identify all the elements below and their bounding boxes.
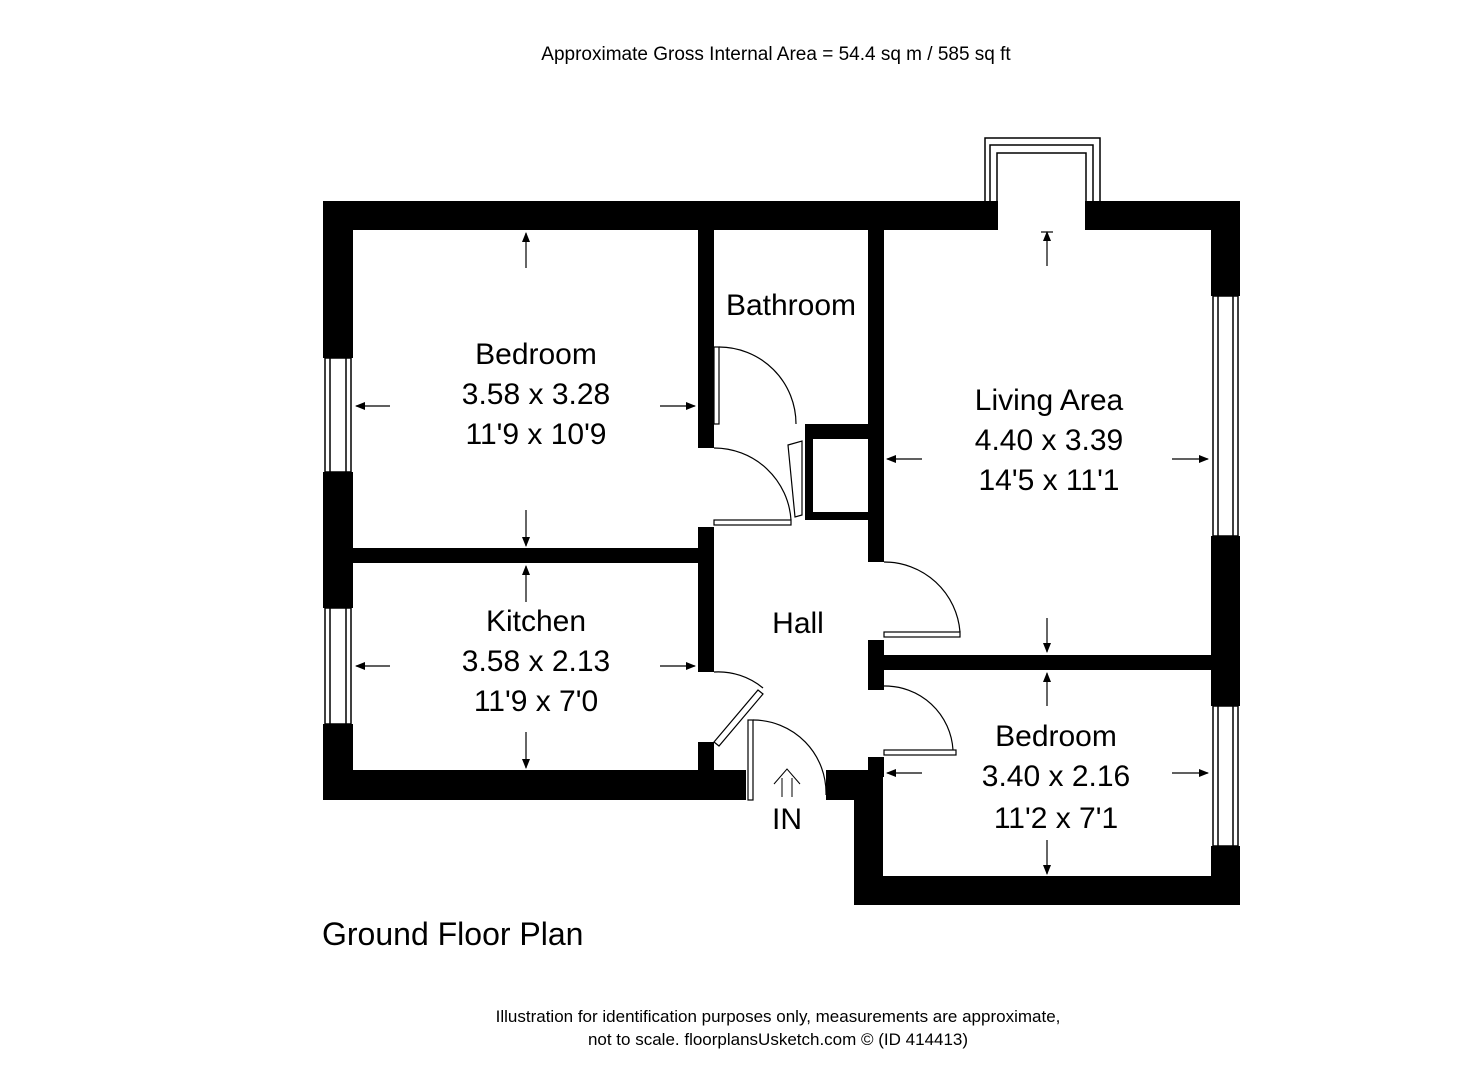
gross-area-caption: Approximate Gross Internal Area = 54.4 sq m / 585 sq ft <box>541 44 1011 65</box>
bedroom-2-name: Bedroom <box>995 720 1117 753</box>
bedroom-2-imperial: 11'2 x 7'1 <box>993 802 1119 835</box>
entrance-label: IN <box>772 803 802 836</box>
bedroom-2-metric: 3.40 x 2.16 <box>981 760 1131 793</box>
living-area-metric: 4.40 x 3.39 <box>974 424 1124 457</box>
disclaimer-line-2: not to scale. floorplansUsketch.com © (ID 414413) <box>587 1030 969 1049</box>
bedroom-1-name: Bedroom <box>475 338 597 371</box>
plan-title: Ground Floor Plan <box>322 916 584 952</box>
disclaimer <box>0 1005 1482 1051</box>
bathroom-name: Bathroom <box>725 289 857 322</box>
living-area-imperial: 14'5 x 11'1 <box>978 464 1120 497</box>
kitchen-name: Kitchen <box>485 605 587 638</box>
doors <box>714 347 960 800</box>
kitchen-imperial: 11'9 x 7'0 <box>473 685 599 718</box>
living-area-name: Living Area <box>974 384 1124 417</box>
bedroom-1-imperial: 11'9 x 10'9 <box>465 418 607 451</box>
kitchen-metric: 3.58 x 2.13 <box>461 645 611 678</box>
bedroom-1-metric: 3.58 x 3.28 <box>461 378 611 411</box>
hall-name: Hall <box>772 607 824 640</box>
disclaimer-line-1: Illustration for identification purposes only, measurements are approximate, <box>495 1007 1061 1026</box>
